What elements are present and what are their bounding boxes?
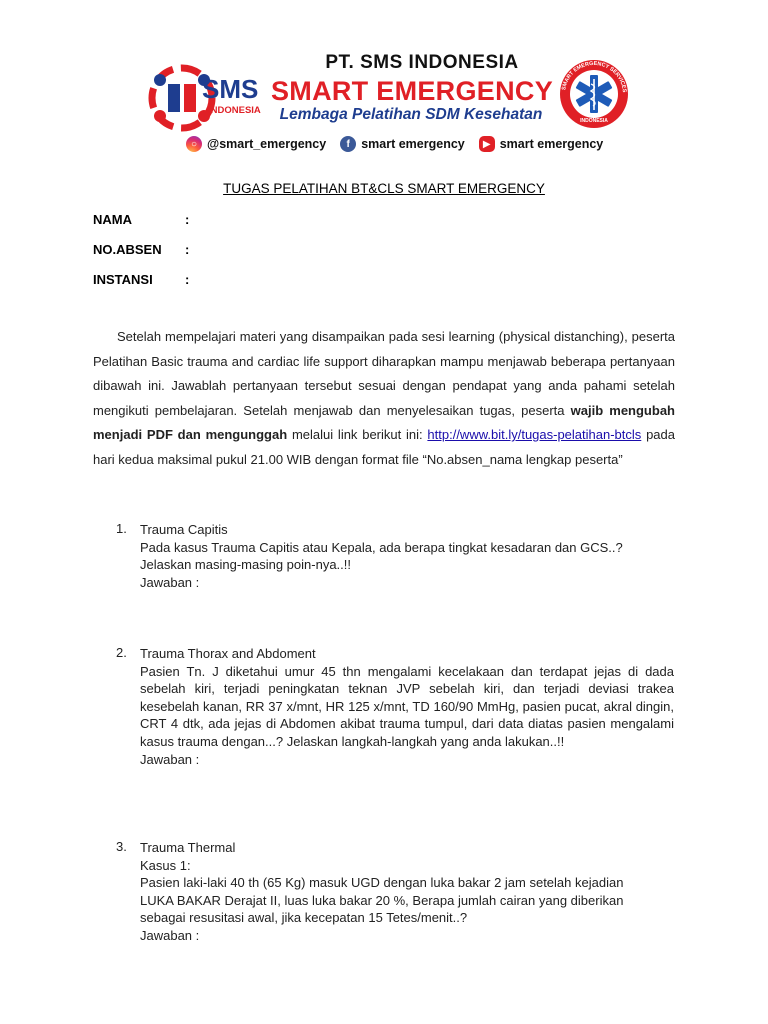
answer-label: Jawaban : [140, 574, 200, 590]
letterhead [0, 0, 768, 170]
question-number: 3. [116, 839, 127, 854]
answer-label: Jawaban : [140, 927, 200, 943]
social-youtube[interactable] [479, 136, 604, 152]
question-body [140, 839, 674, 945]
question-line: Jelaskan masing-masing poin-nya..!! [140, 557, 351, 573]
youtube-icon: ▶ [479, 136, 495, 152]
intro-text-3: pada hari kedua maksimal pukul 21.00 WIB dengan format file “No.absen_nama lengkap peserta” [93, 427, 675, 467]
emblem-bottom-text: INDONESIA [580, 118, 608, 124]
question-heading: Trauma Capitis [140, 522, 228, 537]
sms-logo-sub: INDONESIA [208, 105, 261, 116]
social-facebook-label: smart emergency [361, 137, 465, 151]
social-facebook[interactable] [340, 136, 465, 152]
question-line: Pasien laki-laki 40 th (65 Kg) masuk UGD dengan luka bakar 2 jam setelah kejadian [140, 875, 624, 891]
brand-name: SMART EMERGENCY [270, 76, 553, 106]
question-body [140, 521, 674, 591]
intro-paragraph [93, 325, 675, 472]
instagram-icon: ○ [186, 136, 202, 152]
case-label: Kasus 1: [140, 857, 191, 873]
identity-label: INSTANSI [93, 272, 153, 287]
sms-logo-text: SMS [202, 74, 259, 104]
identity-label: NAMA [93, 212, 132, 227]
social-links [186, 134, 603, 154]
answer-label: Jawaban : [140, 751, 200, 767]
identity-label: NO.ABSEN [93, 242, 162, 257]
question-heading: Trauma Thermal [140, 840, 236, 855]
submission-link[interactable]: http://www.bit.ly/tugas-pelatihan-btcls [427, 427, 642, 442]
question-line: LUKA BAKAR Derajat II, luas luka bakar 20 %, Berapa jumlah cairan yang diberikan [140, 892, 624, 908]
social-instagram-label: @smart_emergency [207, 137, 327, 151]
facebook-icon: f [340, 136, 356, 152]
question-heading: Trauma Thorax and Abdoment [140, 646, 316, 661]
identity-separator: : [185, 242, 190, 257]
identity-separator: : [185, 212, 190, 227]
intro-emphasis: wajib mengubah menjadi PDF dan mengunggah [93, 402, 675, 442]
document-title: TUGAS PELATIHAN BT&CLS SMART EMERGENCY [223, 181, 545, 196]
social-youtube-label: smart emergency [499, 137, 604, 151]
identity-row-instansi [93, 272, 189, 287]
identity-separator: : [185, 272, 190, 287]
question-body [140, 645, 674, 768]
question-text: Pasien Tn. J diketahui umur 45 thn mengalami kecelakaan dan terdapat jejas di dada sebelah kiri, terjadi peningkatan teknan JVP sebelah kiri, dan terjadi deviasi trakea kesebelah kanan, RR 37 x/mnt, HR 125 x/mnt, TD 160/90 MmHg, pasien pucat, akral dingin, CRT 4 dtk, ada jejas di Abdomen akibat trauma tumpul, dari data diatas pasien mengalami kasus trauma dengan...? Jelaskan langkah-langkah yang anda lakukan..!! [140, 663, 674, 749]
sms-logo [144, 58, 264, 138]
company-name: PT. SMS INDONESIA [325, 52, 519, 73]
star-of-life-emblem [558, 58, 630, 130]
emblem-ring-text: SMART EMERGENCY SERVICES [561, 60, 627, 93]
identity-row-absen [93, 242, 189, 257]
question-number: 2. [116, 645, 127, 660]
identity-row-nama [93, 212, 189, 227]
question-number: 1. [116, 521, 127, 536]
intro-text-2: melalui link berikut ini: [287, 427, 428, 442]
social-instagram[interactable] [186, 136, 326, 152]
question-line: Pada kasus Trauma Capitis atau Kepala, ada berapa tingkat kesadaran dan GCS..? [140, 539, 623, 555]
intro-text-1: Setelah mempelajari materi yang disampaikan pada sesi learning (physical distanching), peserta Pelatihan Basic trauma and cardiac life support diharapkan mampu menjawab beberapa pertanyaan dibawah ini. Jawablah pertanyaan tersebut sesuai dengan pendapat yang anda pahami setelah mengikuti pembelajaran. Setelah menjawab dan menyelesaikan tugas, peserta [93, 329, 675, 418]
tagline: Lembaga Pelatihan SDM Kesehatan [279, 106, 543, 123]
question-line: sebagai resusitasi awal, jika kecepatan 15 Tetes/menit..? [140, 910, 468, 926]
